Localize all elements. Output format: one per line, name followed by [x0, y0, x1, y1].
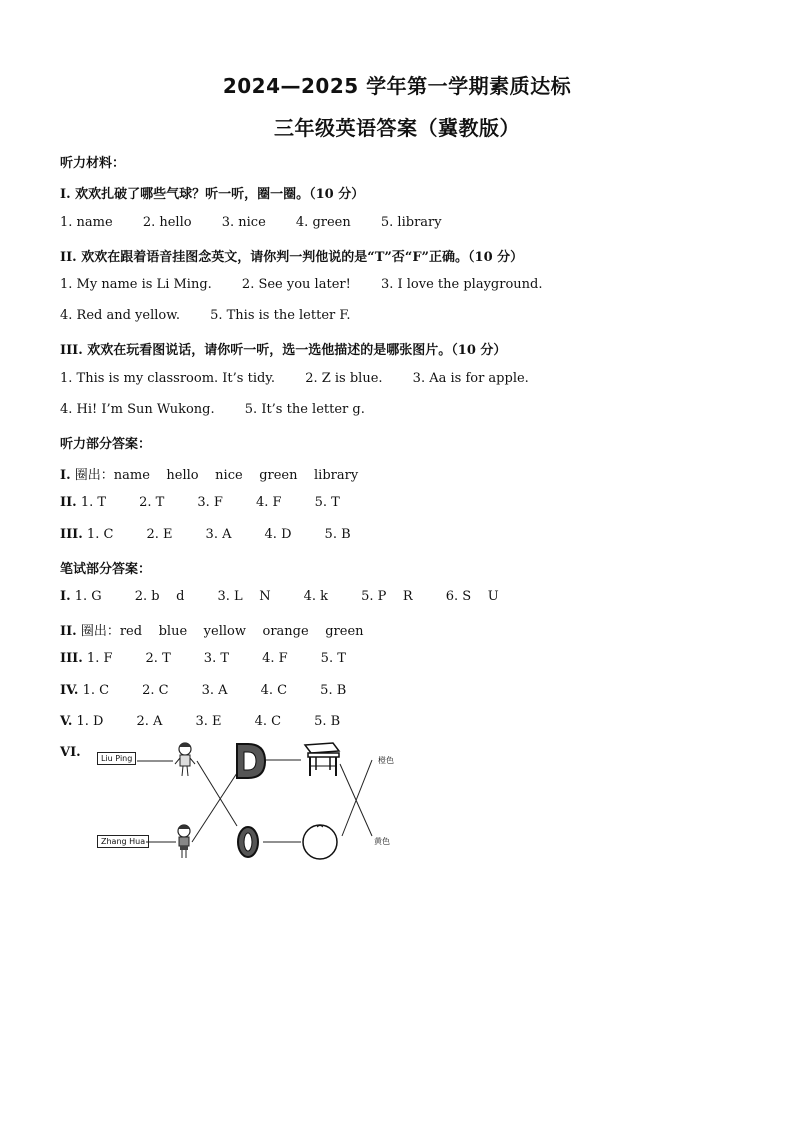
- row-content: 圈出：red blue yellow orange green: [80, 624, 364, 639]
- name-box-zhang-hua: Zhang Hua: [97, 835, 149, 848]
- written-answer-row: [60, 651, 346, 666]
- list-item: 3. I love the playground.: [380, 277, 543, 292]
- list-item: 5. This is the letter F.: [210, 308, 351, 323]
- list-item: 4. green: [295, 215, 351, 230]
- list-item: 2. hello: [142, 215, 192, 230]
- letter-o-icon: [238, 827, 258, 857]
- list-item: 2. Z is blue.: [305, 371, 383, 386]
- row-content: 1. D 2. A 3. E 4. C 5. B: [76, 714, 341, 729]
- row-label: V.: [60, 714, 73, 729]
- list-item: 2. See you later!: [241, 277, 351, 292]
- row-content: 1. C 2. C 3. A 4. C 5. B: [82, 683, 347, 698]
- row-label: I.: [60, 589, 71, 604]
- written-answer-row: [60, 620, 364, 639]
- listening-answer-row: [60, 464, 358, 483]
- list-item: 3. Aa is for apple.: [412, 371, 529, 386]
- row-label: II.: [60, 624, 77, 639]
- listening-answers-heading: 听力部分答案：: [60, 437, 152, 452]
- q1-items: [60, 215, 442, 230]
- boy-figure-icon: [178, 825, 190, 858]
- connector-line: [192, 773, 237, 842]
- q3-items-row2: [60, 402, 365, 417]
- connector-line: [342, 760, 372, 836]
- row-label: IV.: [60, 683, 79, 698]
- row-label: I.: [60, 468, 71, 483]
- listening-answer-row: [60, 527, 351, 542]
- row-label: III.: [60, 651, 83, 666]
- listening-material-heading: 听力材料：: [60, 156, 126, 171]
- q2-items-row1: [60, 277, 543, 292]
- q1-title: I. 欢欢扎破了哪些气球？听一听，圈一圈。（10 分）: [60, 187, 365, 202]
- orange-fruit-icon: [303, 825, 337, 859]
- connector-line: [197, 761, 237, 826]
- listening-answer-row: [60, 495, 340, 510]
- connector-line: [340, 764, 372, 836]
- letter-d-icon: [237, 744, 265, 778]
- written-answers-heading: 笔试部分答案：: [60, 562, 152, 577]
- row-label: VI.: [60, 745, 81, 760]
- page-title-2: 三年级英语答案（冀教版）: [274, 116, 520, 140]
- row-content: 1. T 2. T 3. F 4. F 5. T: [80, 495, 340, 510]
- q3-items-row1: [60, 371, 529, 386]
- list-item: 1. My name is Li Ming.: [60, 277, 212, 292]
- list-item: 1. name: [60, 215, 113, 230]
- written-answer-row: [60, 683, 346, 698]
- list-item: 5. library: [380, 215, 442, 230]
- row-content: 1. F 2. T 3. T 4. F 5. T: [86, 651, 346, 666]
- written-answer-row: [60, 714, 340, 729]
- q2-title: II. 欢欢在跟着语音挂图念英文，请你判一判他说的是“T”否“F”正确。（10 分）: [60, 250, 524, 265]
- list-item: 1. This is my classroom. It’s tidy.: [60, 371, 276, 386]
- girl-figure-icon: [175, 743, 195, 777]
- row-content: 圈出：name hello nice green library: [74, 468, 359, 483]
- color-label-yellow: 黄色: [374, 837, 390, 846]
- list-item: 4. Red and yellow.: [60, 308, 180, 323]
- page-title-1: 2024—2025 学年第一学期素质达标: [222, 74, 572, 98]
- row-label: II.: [60, 495, 77, 510]
- q2-items-row2: [60, 308, 351, 323]
- written-answer-row: [60, 589, 499, 604]
- written-answer-row: [60, 745, 81, 760]
- list-item: 3. nice: [221, 215, 266, 230]
- list-item: 4. Hi! I’m Sun Wukong.: [60, 402, 215, 417]
- row-content: 1. C 2. E 3. A 4. D 5. B: [86, 527, 351, 542]
- row-content: 1. G 2. b d 3. L N 4. k 5. P R 6. S U: [74, 589, 499, 604]
- q3-title: III. 欢欢在玩看图说话，请你听一听，选一选他描述的是哪张图片。（10 分）: [60, 343, 507, 358]
- color-label-orange: 橙色: [378, 756, 394, 765]
- desk-icon: [305, 743, 339, 776]
- list-item: 5. It’s the letter g.: [244, 402, 365, 417]
- name-box-liu-ping: Liu Ping: [97, 752, 136, 765]
- row-label: III.: [60, 527, 83, 542]
